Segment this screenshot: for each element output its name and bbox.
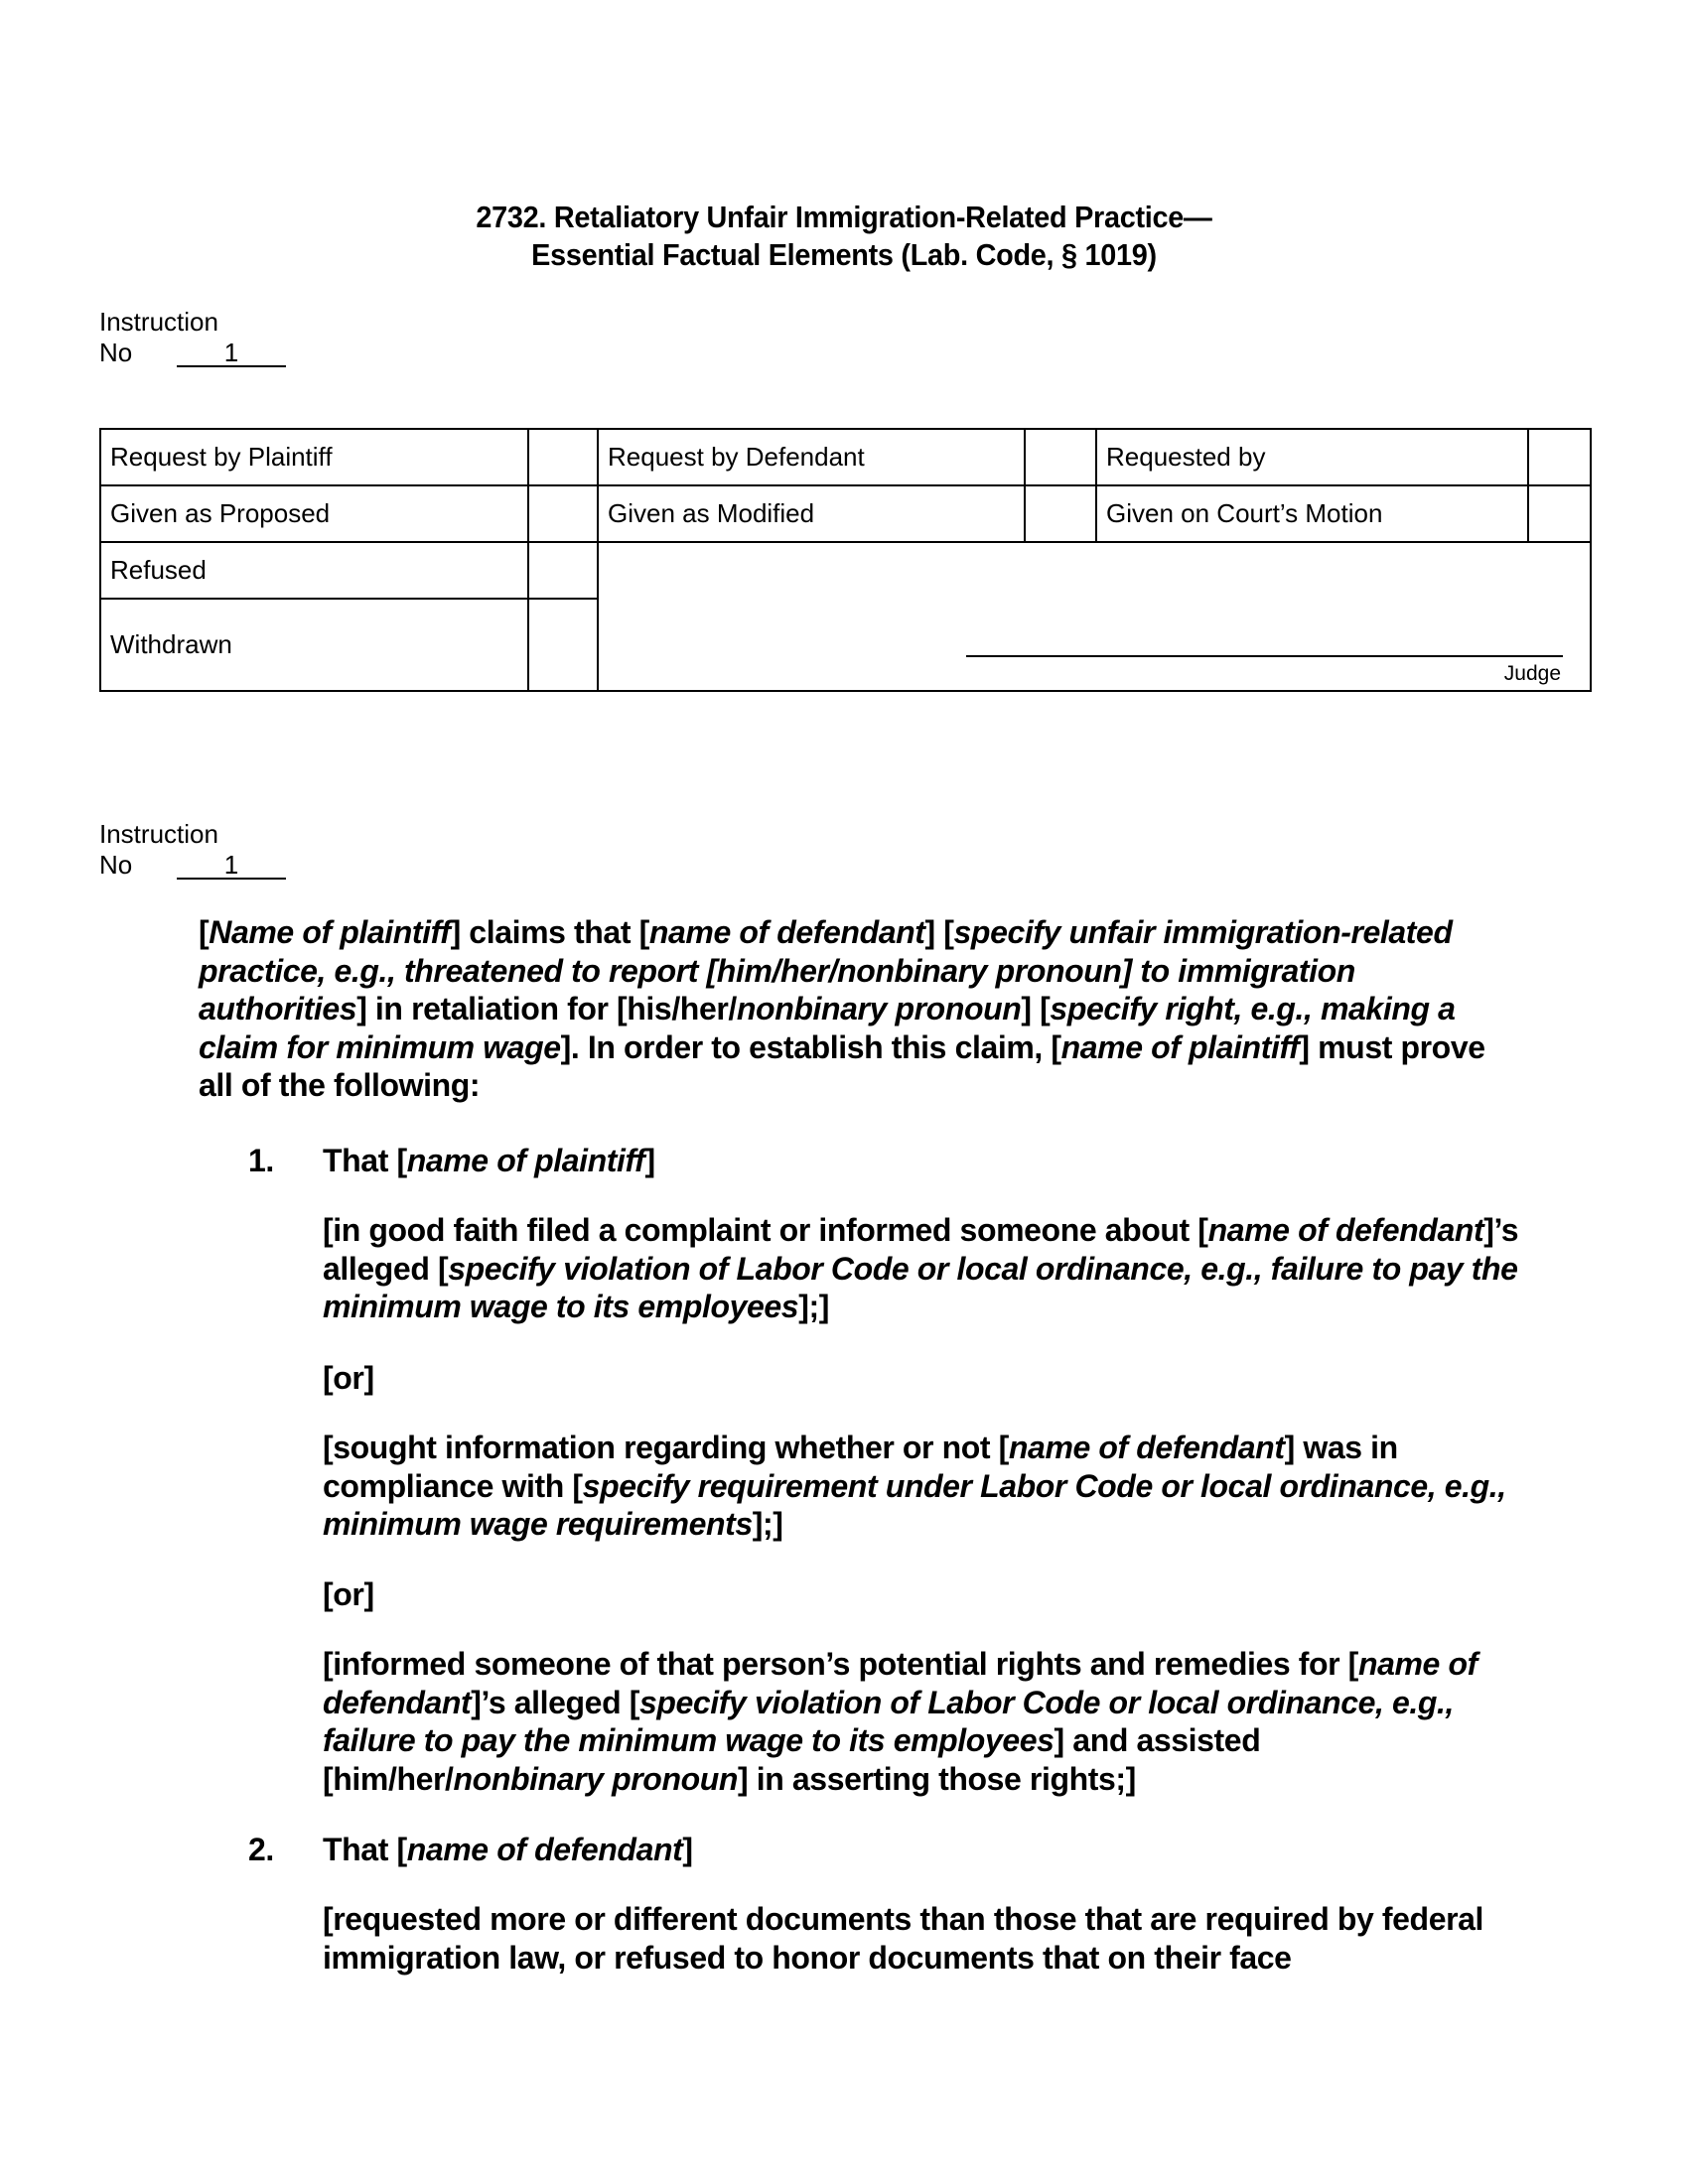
element-1-or-separator: [or] xyxy=(323,1360,374,1396)
element-1-heading: 1. That [name of plaintiff] xyxy=(248,1143,655,1178)
instruction-label: Instruction xyxy=(99,819,218,849)
checkbox-refused[interactable] xyxy=(528,542,598,599)
label-request-by-plaintiff: Request by Plaintiff xyxy=(100,429,528,485)
element-number: 2. xyxy=(248,1832,274,1867)
checkbox-given-on-courts-motion[interactable] xyxy=(1528,485,1591,542)
label-withdrawn: Withdrawn xyxy=(100,599,528,691)
checkbox-request-by-defendant[interactable] xyxy=(1025,429,1096,485)
judge-label: Judge xyxy=(1503,662,1561,685)
element-1-option-informed-rights: [informed someone of that person’s potential rights and remedies for [name of defendant]’s alleged [specify violation of Labor Code or local ordinance, e.g., failure to pay the minimum wage to its employees] and assisted [him/her/nonbinary pronoun] in asserting those rights;] xyxy=(323,1646,1477,1797)
label-given-as-proposed: Given as Proposed xyxy=(100,485,528,542)
intro-text: [Name of plaintiff] claims that [name of defendant] [specify unfair immigration-related practice, e.g., threatened to report [him/her/nonbinary pronoun] to immigration authorities] in retaliation for [his/her/nonbinary pronoun] [specify right, e.g., making a claim for minimum wage]. In order to establish this claim, [name of plaintiff] must prove all of the following: xyxy=(199,914,1485,1103)
checkbox-withdrawn[interactable] xyxy=(528,599,598,691)
instruction-disposition-table xyxy=(99,428,1592,692)
element-1-option-good-faith-complaint: [in good faith filed a complaint or informed someone about [name of defendant]’s alleged [specify violation of Labor Code or local ordinance, e.g., failure to pay the minimum wage to its employees];] xyxy=(323,1212,1519,1324)
judge-signature-area xyxy=(598,542,1591,691)
page-title xyxy=(337,199,1352,274)
element-2-heading: 2. That [name of defendant] xyxy=(248,1832,693,1867)
instruction-intro-paragraph xyxy=(199,913,1509,1105)
instruction-label: Instruction xyxy=(99,307,218,337)
label-given-as-modified: Given as Modified xyxy=(598,485,1025,542)
element-1-or-separator-2: [or] xyxy=(323,1576,374,1612)
label-refused: Refused xyxy=(100,542,528,599)
no-label: No xyxy=(99,338,133,367)
element-number: 1. xyxy=(248,1143,274,1178)
instruction-number-block xyxy=(99,307,286,368)
checkbox-requested-by[interactable] xyxy=(1528,429,1591,485)
no-label: No xyxy=(99,850,133,880)
checkbox-given-as-proposed[interactable] xyxy=(528,485,598,542)
instruction-number-field[interactable]: 1 xyxy=(177,340,286,367)
label-given-on-courts-motion: Given on Court’s Motion xyxy=(1096,485,1528,542)
title-line-2: Essential Factual Elements (Lab. Code, § 1019) xyxy=(531,237,1157,272)
judge-signature-line[interactable] xyxy=(966,655,1563,657)
label-request-by-defendant: Request by Defendant xyxy=(598,429,1025,485)
checkbox-request-by-plaintiff[interactable] xyxy=(528,429,598,485)
checkbox-given-as-modified[interactable] xyxy=(1025,485,1096,542)
element-1-option-sought-information: [sought information regarding whether or not [name of defendant] was in compliance with [specify requirement under Labor Code or local ordinance, e.g., minimum wage requirements];] xyxy=(323,1430,1506,1542)
instruction-number-field[interactable]: 1 xyxy=(177,852,286,880)
element-2-option-requested-documents: [requested more or different documents than those that are required by federal immigration law, or refused to honor documents that on their face xyxy=(323,1901,1484,1976)
title-line-1: 2732. Retaliatory Unfair Immigration-Related Practice— xyxy=(476,200,1212,234)
instruction-number-block-2 xyxy=(99,819,286,881)
label-requested-by: Requested by xyxy=(1096,429,1528,485)
